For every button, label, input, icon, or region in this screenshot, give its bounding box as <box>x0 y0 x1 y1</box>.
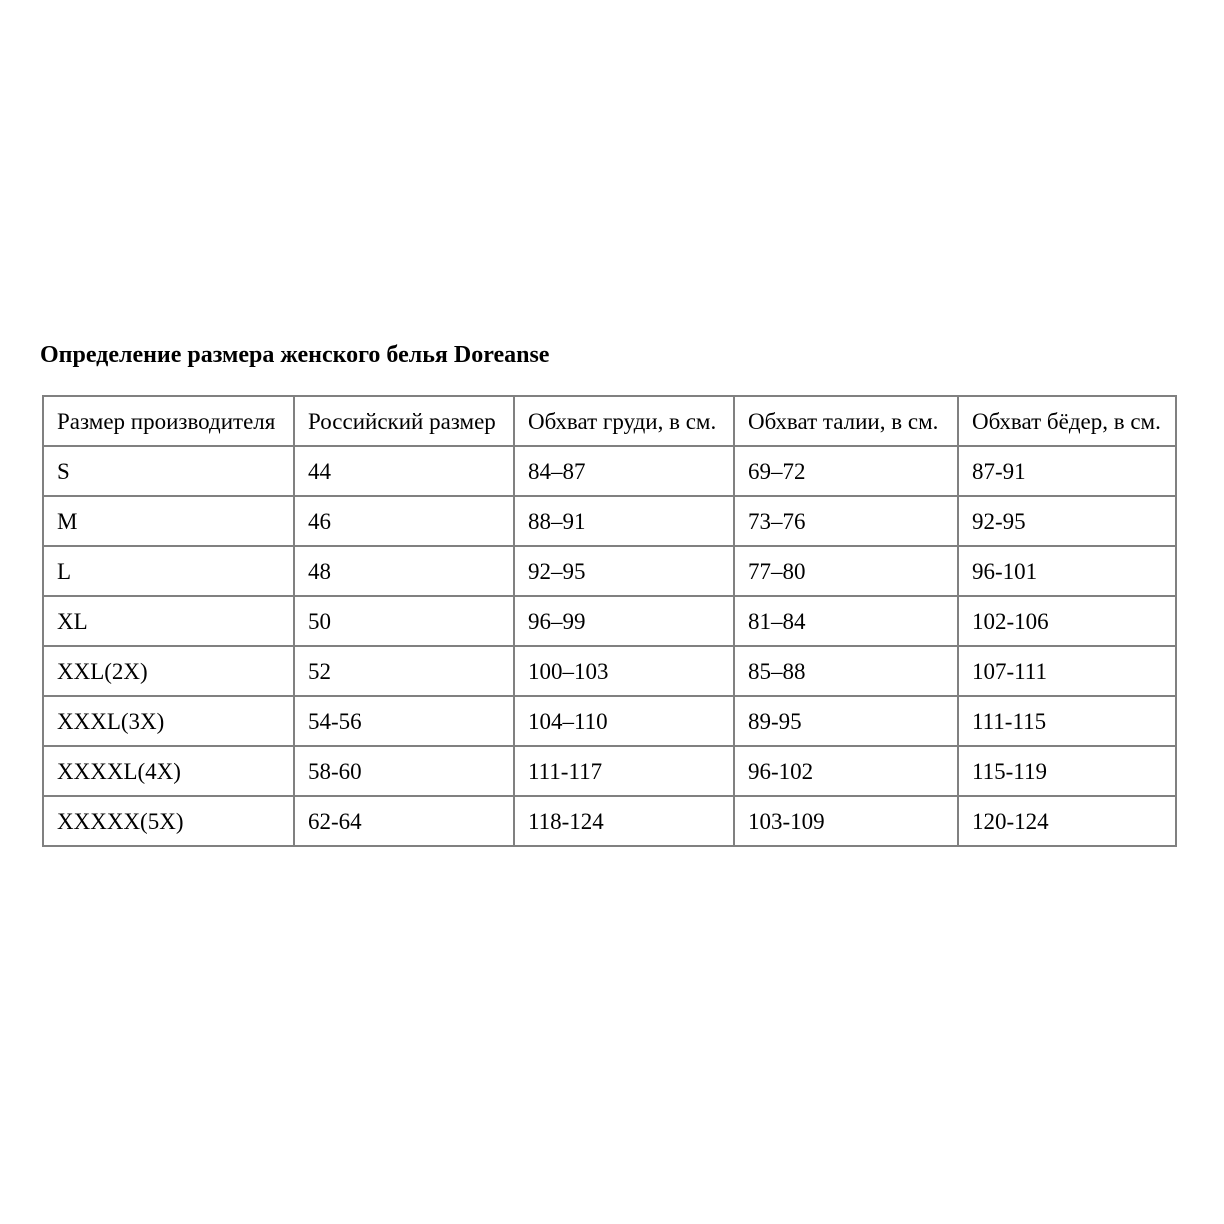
cell-waist: 81–84 <box>734 596 958 646</box>
page-title: Определение размера женского белья Doreanse <box>40 342 550 368</box>
cell-hips: 107-111 <box>958 646 1176 696</box>
cell-russian-size: 50 <box>294 596 514 646</box>
cell-manufacturer-size: XXXL(3X) <box>43 696 294 746</box>
cell-hips: 115-119 <box>958 746 1176 796</box>
table-row <box>43 696 1176 746</box>
table-row <box>43 796 1176 846</box>
cell-manufacturer-size: L <box>43 546 294 596</box>
cell-chest: 88–91 <box>514 496 734 546</box>
cell-chest: 104–110 <box>514 696 734 746</box>
cell-chest: 96–99 <box>514 596 734 646</box>
table-row <box>43 746 1176 796</box>
cell-hips: 102-106 <box>958 596 1176 646</box>
cell-russian-size: 62-64 <box>294 796 514 846</box>
cell-hips: 111-115 <box>958 696 1176 746</box>
cell-chest: 100–103 <box>514 646 734 696</box>
cell-russian-size: 54-56 <box>294 696 514 746</box>
cell-chest: 118-124 <box>514 796 734 846</box>
cell-manufacturer-size: XXXXX(5X) <box>43 796 294 846</box>
cell-manufacturer-size: XXXXL(4X) <box>43 746 294 796</box>
table-row <box>43 496 1176 546</box>
table-row <box>43 646 1176 696</box>
cell-waist: 103-109 <box>734 796 958 846</box>
cell-waist: 73–76 <box>734 496 958 546</box>
cell-waist: 85–88 <box>734 646 958 696</box>
cell-waist: 77–80 <box>734 546 958 596</box>
cell-waist: 89-95 <box>734 696 958 746</box>
cell-manufacturer-size: XXL(2X) <box>43 646 294 696</box>
cell-russian-size: 46 <box>294 496 514 546</box>
cell-manufacturer-size: S <box>43 446 294 496</box>
cell-russian-size: 52 <box>294 646 514 696</box>
cell-hips: 87-91 <box>958 446 1176 496</box>
column-header-waist: Обхват талии, в см. <box>734 396 958 446</box>
size-chart-table <box>42 395 1177 847</box>
cell-manufacturer-size: XL <box>43 596 294 646</box>
cell-manufacturer-size: M <box>43 496 294 546</box>
cell-russian-size: 58-60 <box>294 746 514 796</box>
cell-waist: 69–72 <box>734 446 958 496</box>
cell-hips: 96-101 <box>958 546 1176 596</box>
cell-chest: 111-117 <box>514 746 734 796</box>
cell-hips: 120-124 <box>958 796 1176 846</box>
column-header-manufacturer-size: Размер производителя <box>43 396 294 446</box>
column-header-russian-size: Российский размер <box>294 396 514 446</box>
table-row <box>43 446 1176 496</box>
cell-russian-size: 48 <box>294 546 514 596</box>
table-row <box>43 596 1176 646</box>
column-header-chest: Обхват груди, в см. <box>514 396 734 446</box>
cell-hips: 92-95 <box>958 496 1176 546</box>
cell-chest: 92–95 <box>514 546 734 596</box>
cell-chest: 84–87 <box>514 446 734 496</box>
column-header-hips: Обхват бёдер, в см. <box>958 396 1176 446</box>
cell-waist: 96-102 <box>734 746 958 796</box>
cell-russian-size: 44 <box>294 446 514 496</box>
table-row <box>43 546 1176 596</box>
header-row <box>43 396 1176 446</box>
